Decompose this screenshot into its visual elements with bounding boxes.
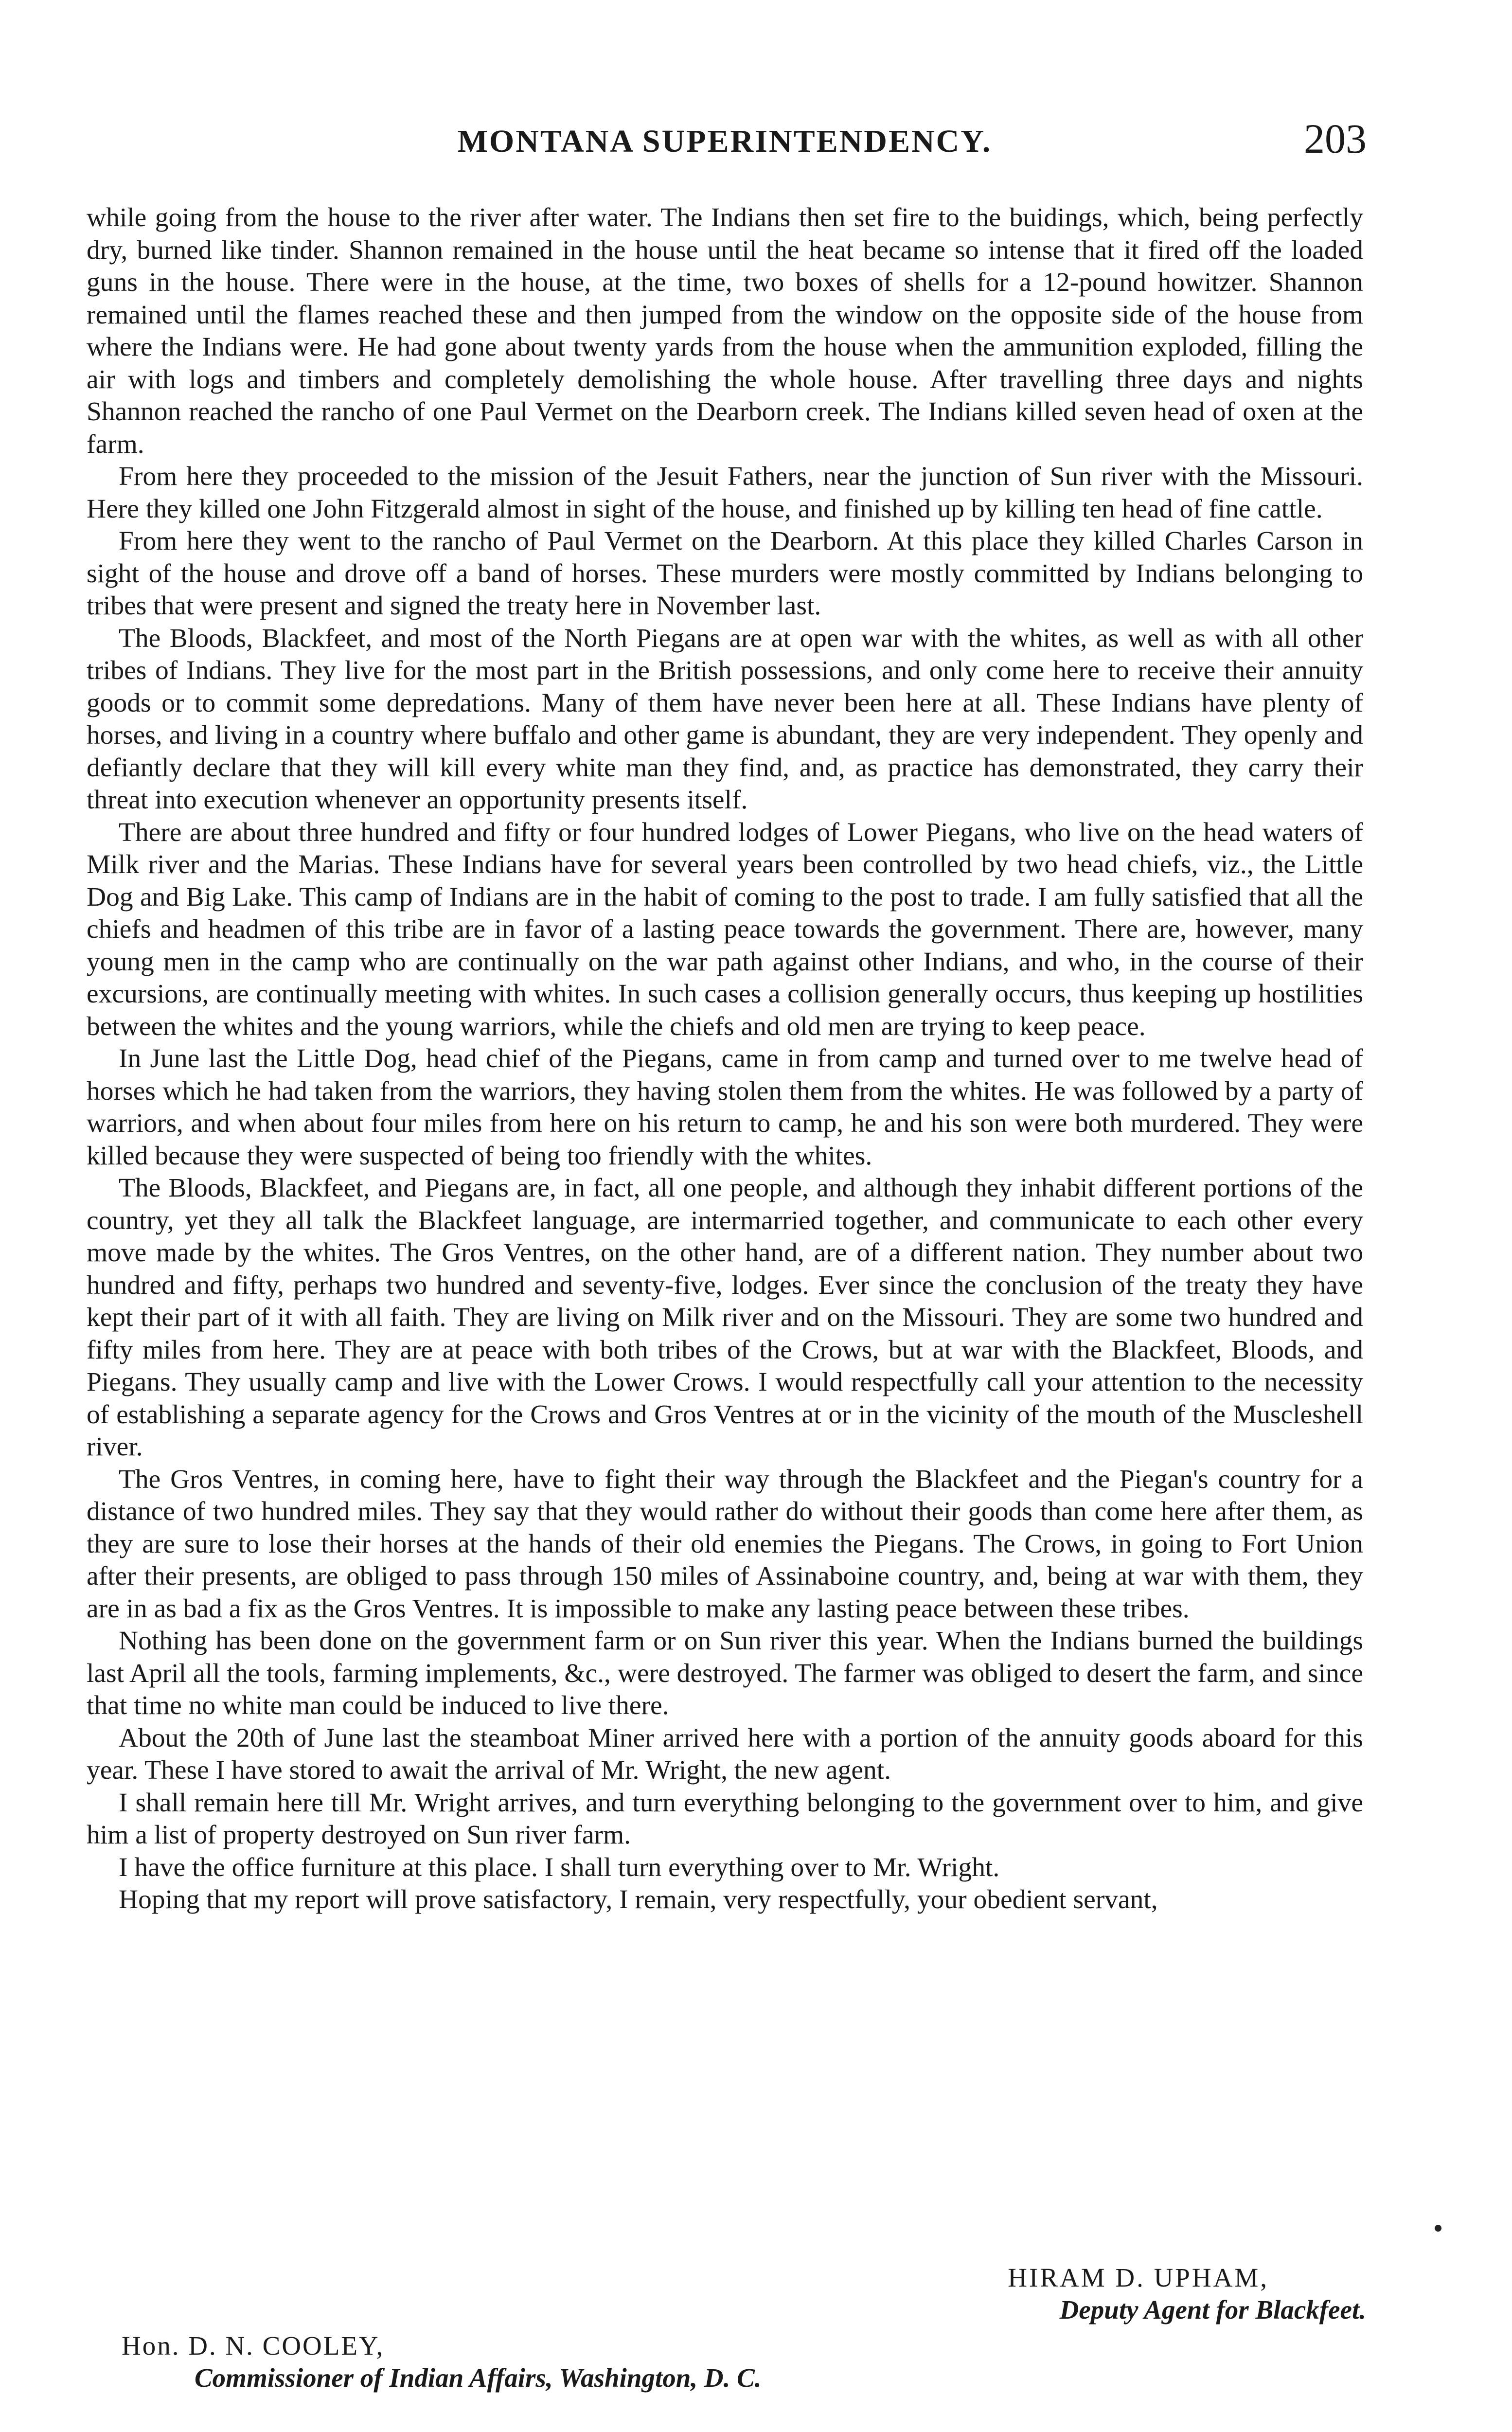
signatory-name: HIRAM D. UPHAM, [1008,2263,1269,2292]
body-text [87,202,1363,1916]
paragraph: I shall remain here till Mr. Wright arrives, and turn everything belonging to the government over to him, and give him a list of property destroyed on Sun river farm. [87,1788,1363,1850]
addressee-name: Hon. D. N. COOLEY, [122,2331,385,2360]
running-head [83,114,1367,168]
paragraph: while going from the house to the river after water. The Indians then set fire to the buidings, which, being perfectly dry, burned like tinder. Shannon remained in the house until the heat became so intense that it fired off the loaded guns in the house. There were in the house, at the time, two boxes of shells for a 12-pound howitzer. Shannon remained until the flames reached these and then jumped from the window on the opposite side of the house from where the Indians were. He had gone about twenty yards from the house when the ammunition exploded, filling the air with logs and timbers and completely demolishing the whole house. After travelling three days and nights Shannon reached the rancho of one Paul Vermet on the Dearborn creek. The Indians killed seven head of oxen at the farm. [87,203,1363,459]
addressee-title: Commissioner of Indian Affairs, Washington, D. C. [195,2363,762,2393]
margin-mark [1435,2225,1441,2232]
paragraph: Hoping that my report will prove satisfactory, I remain, very respectfully, your obedient servant, [119,1885,1158,1914]
paragraph: In June last the Little Dog, head chief of the Piegans, came in from camp and turned over to me twelve head of horses which he had taken from the warriors, they having stolen them from the whites. He was followed by a party of warriors, and when about four miles from here on his return to camp, he and his son were both murdered. They were killed because they were suspected of being too friendly with the whites. [87,1044,1363,1171]
running-title: MONTANA SUPERINTENDENCY. [457,124,992,159]
paragraph: There are about three hundred and fifty or four hundred lodges of Lower Piegans, who live on the head waters of Milk river and the Marias. These Indians have for several years been controlled by two head chiefs, viz., the Little Dog and Big Lake. This camp of Indians are in the habit of coming to the post to trade. I am fully satisfied that all the chiefs and headmen of this tribe are in favor of a lasting peace towards the government. There are, however, many young men in the camp who are continually on the war path against other Indians, and who, in the course of their excursions, are continually meeting with whites. In such cases a collision generally occurs, thus keeping up hostilities between the whites and the young warriors, while the chiefs and old men are trying to keep peace. [87,817,1363,1041]
paragraph: About the 20th of June last the steamboat Miner arrived here with a portion of the annuity goods aboard for this year. These I have stored to await the arrival of Mr. Wright, the new agent. [87,1723,1363,1785]
paragraph: From here they went to the rancho of Paul Vermet on the Dearborn. At this place they killed Charles Carson in sight of the house and drove off a band of horses. These murders were mostly committed by Indians belonging to tribes that were present and signed the treaty here in November last. [87,526,1363,621]
paragraph: The Bloods, Blackfeet, and Piegans are, in fact, all one people, and although they inhabit different portions of the country, yet they all talk the Blackfeet language, are intermarried together, and communicate to each other every move made by the whites. The Gros Ventres, on the other hand, are of a different nation. They number about two hundred and fifty, perhaps two hundred and seventy-five, lodges. Ever since the conclusion of the treaty they have kept their part of it with all faith. They are living on Milk river and on the Missouri. They are some two hundred and fifty miles from here. They are at peace with both tribes of the Crows, but at war with the Blackfeet, Bloods, and Piegans. They usually camp and live with the Lower Crows. I would respectfully call your attention to the necessity of establishing a separate agency for the Crows and Gros Ventres at or in the vicinity of the mouth of the Muscleshell river. [87,1173,1363,1462]
signature-block [783,2262,1366,2326]
addressee-block [122,2330,1192,2394]
paragraph: The Bloods, Blackfeet, and most of the North Piegans are at open war with the whites, as well as with all other tribes of Indians. They live for the most part in the British possessions, and only come here to receive their annuity goods or to commit some depredations. Many of them have never been here at all. These Indians have plenty of horses, and living in a country where buffalo and other game is abundant, they are very independent. They openly and defiantly declare that they will kill every white man they find, and, as practice has demonstrated, they carry their threat into execution whenever an opportunity presents itself. [87,623,1363,815]
paragraph: From here they proceeded to the mission of the Jesuit Fathers, near the junction of Sun river with the Missouri. Here they killed one John Fitzgerald almost in sight of the house, and finished up by killing ten head of fine cattle. [87,462,1363,524]
paragraph: The Gros Ventres, in coming here, have to fight their way through the Blackfeet and the Piegan's country for a distance of two hundred miles. They say that they would rather do without their goods than come here after them, as they are sure to lose their horses at the hands of their old enemies the Piegans. The Crows, in going to Fort Union after their presents, are obliged to pass through 150 miles of Assinaboine country, and, being at war with them, they are in as bad a fix as the Gros Ventres. It is impossible to make any lasting peace between these tribes. [87,1464,1363,1624]
paragraph: I have the office furniture at this place. I shall turn everything over to Mr. Wright. [119,1852,1000,1882]
signatory-title: Deputy Agent for Blackfeet. [1059,2295,1366,2325]
page-number: 203 [1304,115,1367,162]
paragraph: Nothing has been done on the government farm or on Sun river this year. When the Indians burned the buildings last April all the tools, farming implements, &c., were destroyed. The farmer was obliged to desert the farm, and since that time no white man could be induced to live there. [87,1626,1363,1720]
